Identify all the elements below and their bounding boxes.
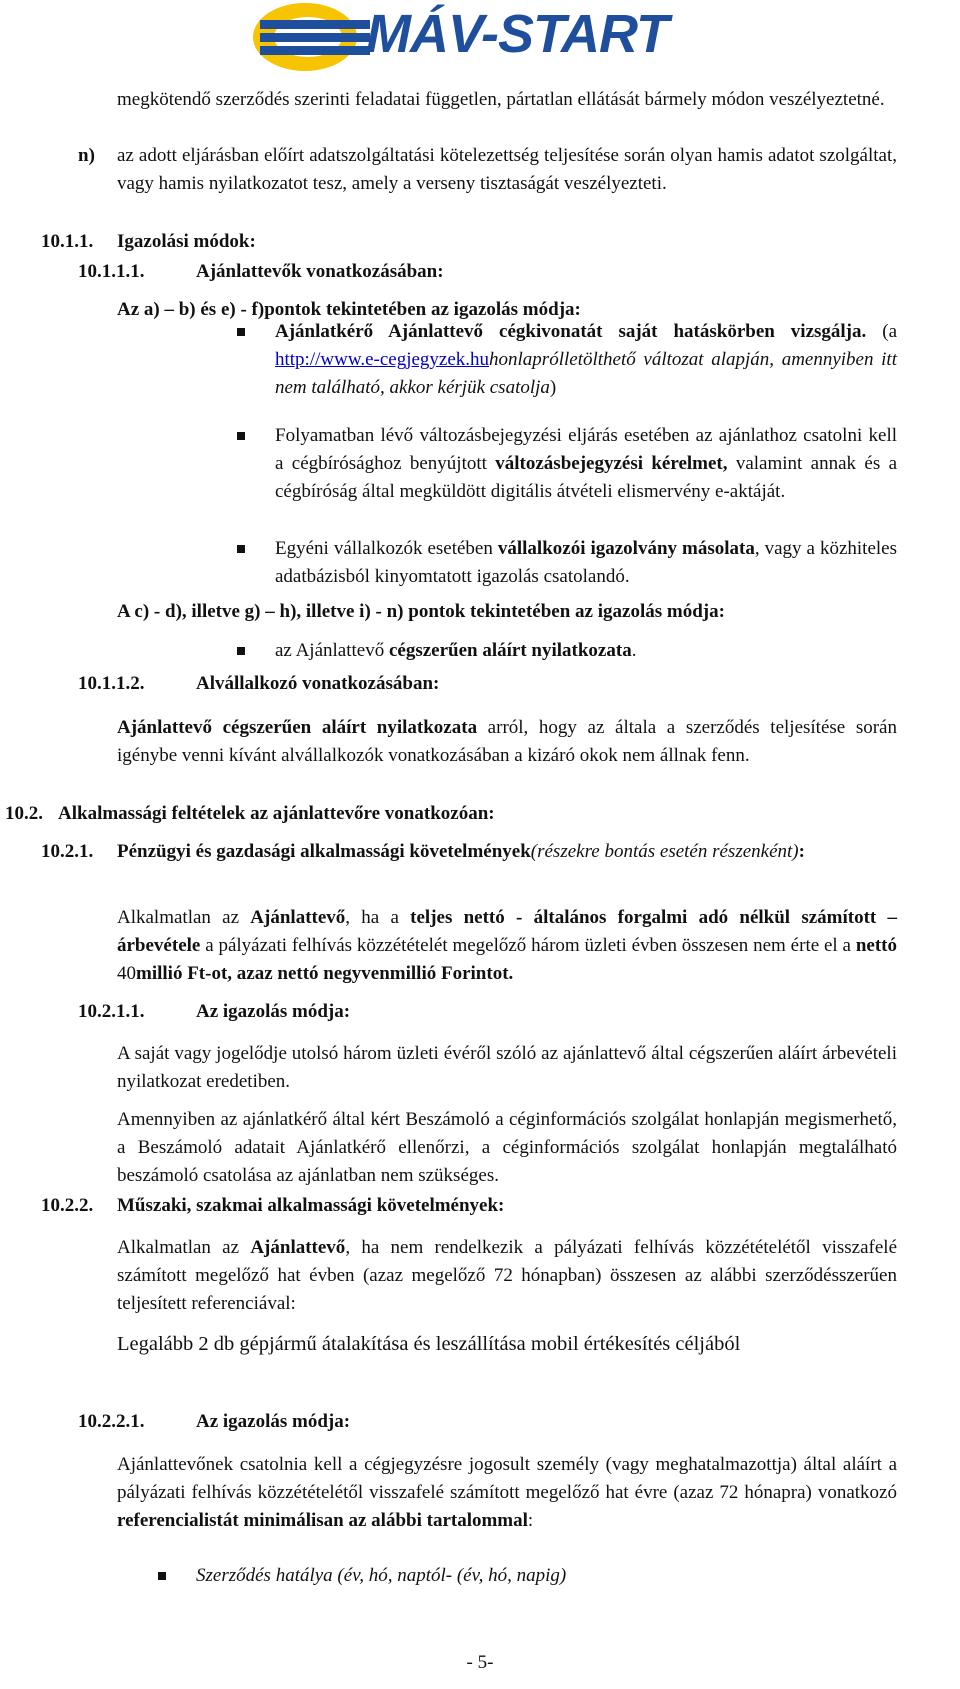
section-title-10-2-2: Műszaki, szakmai alkalmassági követelmények: bbox=[117, 1195, 505, 1216]
bullet-1-pre: (a bbox=[882, 321, 898, 342]
bullet-3-pre: Egyéni vállalkozók esetében bbox=[275, 538, 498, 559]
subheading-c-n: A c) - d), illetve g) – h), illetve i) - n) pontok tekintetében az igazolás módja: bbox=[117, 601, 725, 622]
bullet-icon bbox=[158, 1572, 166, 1580]
bullet-icon bbox=[237, 432, 245, 440]
fin-req-colon: : bbox=[798, 841, 805, 862]
bullet-1-bold: Ajánlatkérő Ajánlattevő cégkivonatát saját hatáskörben vizsgálja. bbox=[275, 321, 867, 342]
bullet-icon bbox=[237, 328, 245, 336]
fin-t3: a pályázati felhívás közzétételét megelőző három üzleti évben összesen nem érte el a bbox=[200, 935, 856, 956]
section-title-10-2-2-1: Az igazolás módja: bbox=[196, 1411, 351, 1432]
paragraph-reference-requirement: Legalább 2 db gépjármű átalakítása és leszállítása mobil értékesítés céljából bbox=[117, 1333, 741, 1355]
bullet-4-bold: cégszerűen aláírt nyilatkozata bbox=[388, 640, 632, 661]
section-title-10-2-1 bbox=[117, 838, 897, 866]
bullet-icon bbox=[237, 545, 245, 553]
section-title-10-2: Alkalmassági feltételek az ajánlattevőre vonatkozóan: bbox=[58, 803, 495, 824]
paragraph-financial-proof: A saját vagy jogelődje utolsó három üzleti évéről szóló az ajánlattevő által cégszerűen aláírt árbevételi nyilatkozat eredetiben. bbox=[117, 1043, 897, 1092]
bullet-item-2 bbox=[275, 422, 897, 506]
alv-bold: Ajánlattevő cégszerűen aláírt nyilatkozata bbox=[117, 717, 478, 738]
section-number-10-2-1-1: 10.2.1.1. bbox=[78, 1001, 145, 1022]
bullet-icon bbox=[237, 647, 245, 655]
section-number-10-2-1: 10.2.1. bbox=[41, 841, 94, 862]
section-title-10-1-1-1: Ajánlattevők vonatkozásában: bbox=[196, 261, 444, 282]
logo-text: MÁV-START bbox=[366, 4, 668, 64]
subheading-a-f: Az a) – b) és e) - f)pontok tekintetében az igazolás módja: bbox=[117, 299, 581, 320]
fin-b2: teljes nettó - általános forgalmi adó nélkül számított – árbevétele bbox=[117, 907, 898, 956]
section-number-10-1-1-2: 10.1.1.2. bbox=[78, 673, 145, 694]
section-number-10-1-1-1: 10.1.1.1. bbox=[78, 261, 145, 282]
paragraph-financial bbox=[117, 904, 897, 988]
bullet-1-italic: honlaprólletölthető változat alapján, amennyiben itt nem található, akkor kérjük csatolja bbox=[275, 349, 897, 398]
fin-b4: millió Ft-ot, azaz nettó negyvenmillió Forintot. bbox=[136, 963, 514, 984]
tech-b1: Ajánlattevő bbox=[250, 1237, 346, 1258]
bullet-item-3 bbox=[275, 535, 897, 591]
paragraph-beszamolo: Amennyiben az ajánlatkérő által kért Beszámoló a céginformációs szolgálat honlapján megismerhető, a Beszámoló adatait Ajánlatkérő ellenőrzi, a céginformációs szolgálat honlapján megtalálható beszámoló csatolása az ajánlatban nem szükséges. bbox=[117, 1109, 897, 1186]
list-marker-n: n) bbox=[78, 145, 95, 166]
bullet-2-bold: változásbejegyzési kérelmet, bbox=[495, 453, 728, 474]
section-title-10-1-1-2: Alvállalkozó vonatkozásában: bbox=[196, 673, 440, 694]
fin-b3: nettó bbox=[855, 935, 897, 956]
bullet-1-post: ) bbox=[549, 377, 557, 398]
section-title-10-1-1: Igazolási módok: bbox=[117, 231, 256, 252]
list-item-n: az adott eljárásban előírt adatszolgáltatási kötelezettség teljesítése során olyan hamis adatot szolgáltat, vagy hamis nyilatkozatot tesz, amely a verseny tisztaságát veszélyezteti. bbox=[117, 145, 897, 194]
fin-b1: Ajánlattevő bbox=[250, 907, 346, 928]
bullet-item-1 bbox=[275, 318, 897, 402]
bullet-4-pre: az Ajánlattevő bbox=[275, 640, 389, 661]
fin-t2: , ha a bbox=[345, 907, 411, 928]
section-number-10-2: 10.2. bbox=[5, 803, 43, 824]
fin-req-italic: (részekre bontás esetén részenként) bbox=[530, 841, 799, 862]
page-number: - 5- bbox=[466, 1652, 494, 1673]
ref-b1: referencialistát minimálisan az alábbi tartalommal bbox=[117, 1510, 528, 1531]
logo-swoosh-icon bbox=[250, 0, 370, 74]
paragraph-alvallalkozo bbox=[117, 714, 897, 770]
tech-t2: , ha nem rendelkezik a pályázati felhívás közzétételétől visszafelé számított megelőző hat évben (azaz megelőző 72 hónapban) összesen az alábbi szerződésszerűen teljesített referenciával: bbox=[117, 1237, 898, 1314]
paragraph-continuation: megkötendő szerződés szerinti feladatai független, pártatlan ellátását bármely módon veszélyeztetné. bbox=[117, 89, 885, 110]
ref-t1: Ajánlattevőnek csatolnia kell a cégjegyzésre jogosult személy (vagy meghatalmazottja) által aláírt a pályázati felhívás közzétételétől visszafelé számított megelőző hat évre (azaz 72 hónapra) vonatkozó bbox=[117, 1454, 897, 1503]
bullet-item-4 bbox=[275, 637, 897, 665]
bullet-item-5: Szerződés hatálya (év, hó, naptól- (év, hó, napig) bbox=[196, 1565, 567, 1586]
section-title-10-2-1-1: Az igazolás módja: bbox=[196, 1001, 351, 1022]
paragraph-reference-list bbox=[117, 1451, 897, 1535]
bullet-2-pre: Folyamatban lévő változásbejegyzési eljárás esetében az ajánlathoz csatolni kell a cégbírósághoz benyújtott bbox=[275, 425, 897, 474]
paragraph-technical bbox=[117, 1234, 897, 1318]
fin-t4: 40 bbox=[117, 963, 136, 984]
tech-t1: Alkalmatlan az bbox=[117, 1237, 251, 1258]
section-number-10-2-2-1: 10.2.2.1. bbox=[78, 1411, 145, 1432]
fin-t1: Alkalmatlan az bbox=[117, 907, 251, 928]
ref-t2: : bbox=[527, 1510, 534, 1531]
bullet-4-post: . bbox=[631, 640, 637, 661]
bullet-3-bold: vállalkozói igazolvány másolata bbox=[497, 538, 755, 559]
section-number-10-1-1: 10.1.1. bbox=[41, 231, 94, 252]
bullet-2-post: valamint annak és a cégbíróság által megküldött digitális átvételi elismervény e-aktáját. bbox=[275, 453, 898, 502]
cegjegyzek-link[interactable]: http://www.e-cegjegyzek.hu bbox=[275, 349, 490, 370]
fin-req-bold: Pénzügyi és gazdasági alkalmassági követelmények bbox=[117, 841, 531, 862]
bullet-3-post: , vagy a közhiteles adatbázisból kinyomtatott igazolás csatolandó. bbox=[275, 538, 897, 587]
mav-start-logo bbox=[250, 0, 670, 74]
section-number-10-2-2: 10.2.2. bbox=[41, 1195, 94, 1216]
alv-post: arról, hogy az általa a szerződés teljesítése során igénybe venni kívánt alvállalkozók vonatkozásában a kizáró okok nem állnak fenn. bbox=[117, 717, 897, 766]
